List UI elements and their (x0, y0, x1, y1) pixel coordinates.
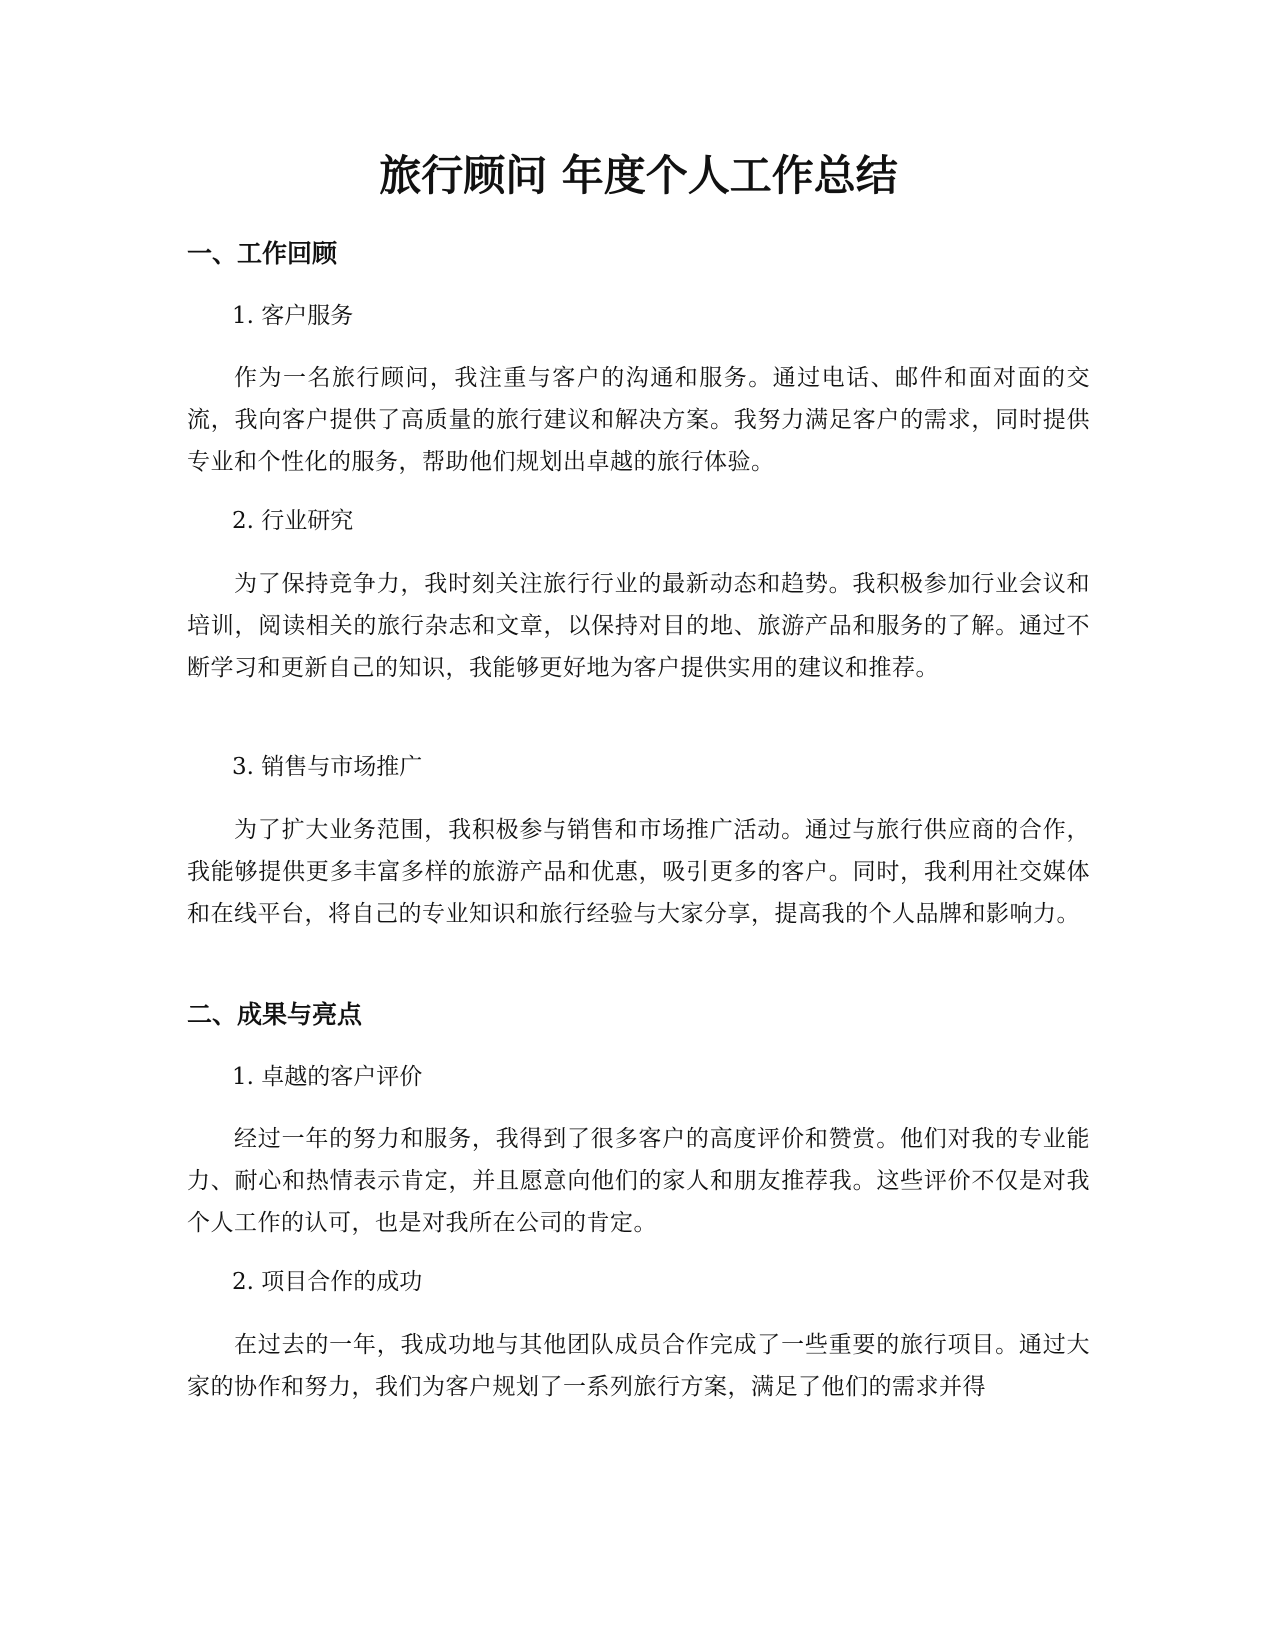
subheading-project-cooperation: 2. 项目合作的成功 (232, 1269, 423, 1295)
subheading-industry-research: 2. 行业研究 (232, 508, 354, 534)
paragraph-customer-service: 作为一名旅行顾问，我注重与客户的沟通和服务。通过电话、邮件和面对面的交流，我向客户提供了高质量的旅行建议和解决方案。我努力满足客户的需求，同时提供专业和个性化的服务，帮助他们规划出卓越的旅行体验。 (187, 365, 1090, 475)
paragraph-project-cooperation: 在过去的一年，我成功地与其他团队成员合作完成了一些重要的旅行项目。通过大家的协作和努力，我们为客户规划了一系列旅行方案，满足了他们的需求并得 (187, 1332, 1090, 1400)
paragraph-customer-reviews: 经过一年的努力和服务，我得到了很多客户的高度评价和赞赏。他们对我的专业能力、耐心和热情表示肯定，并且愿意向他们的家人和朋友推荐我。这些评价不仅是对我个人工作的认可，也是对我所在公司的肯定。 (187, 1126, 1090, 1236)
subheading-customer-reviews: 1. 卓越的客户评价 (232, 1064, 423, 1090)
paragraph-sales-marketing: 为了扩大业务范围，我积极参与销售和市场推广活动。通过与旅行供应商的合作，我能够提供更多丰富多样的旅游产品和优惠，吸引更多的客户。同时，我利用社交媒体和在线平台，将自己的专业知识和旅行经验与大家分享，提高我的个人品牌和影响力。 (187, 817, 1090, 927)
subheading-customer-service: 1. 客户服务 (232, 303, 354, 329)
section-heading-achievements: 二、成果与亮点 (187, 1000, 363, 1029)
paragraph-industry-research: 为了保持竞争力，我时刻关注旅行行业的最新动态和趋势。我积极参加行业会议和培训，阅读相关的旅行杂志和文章，以保持对目的地、旅游产品和服务的了解。通过不断学习和更新自己的知识，我能够更好地为客户提供实用的建议和推荐。 (187, 571, 1090, 681)
document-title: 旅行顾问 年度个人工作总结 (379, 151, 898, 200)
section-heading-work-review: 一、工作回顾 (187, 239, 338, 268)
subheading-sales-marketing: 3. 销售与市场推广 (232, 754, 423, 780)
